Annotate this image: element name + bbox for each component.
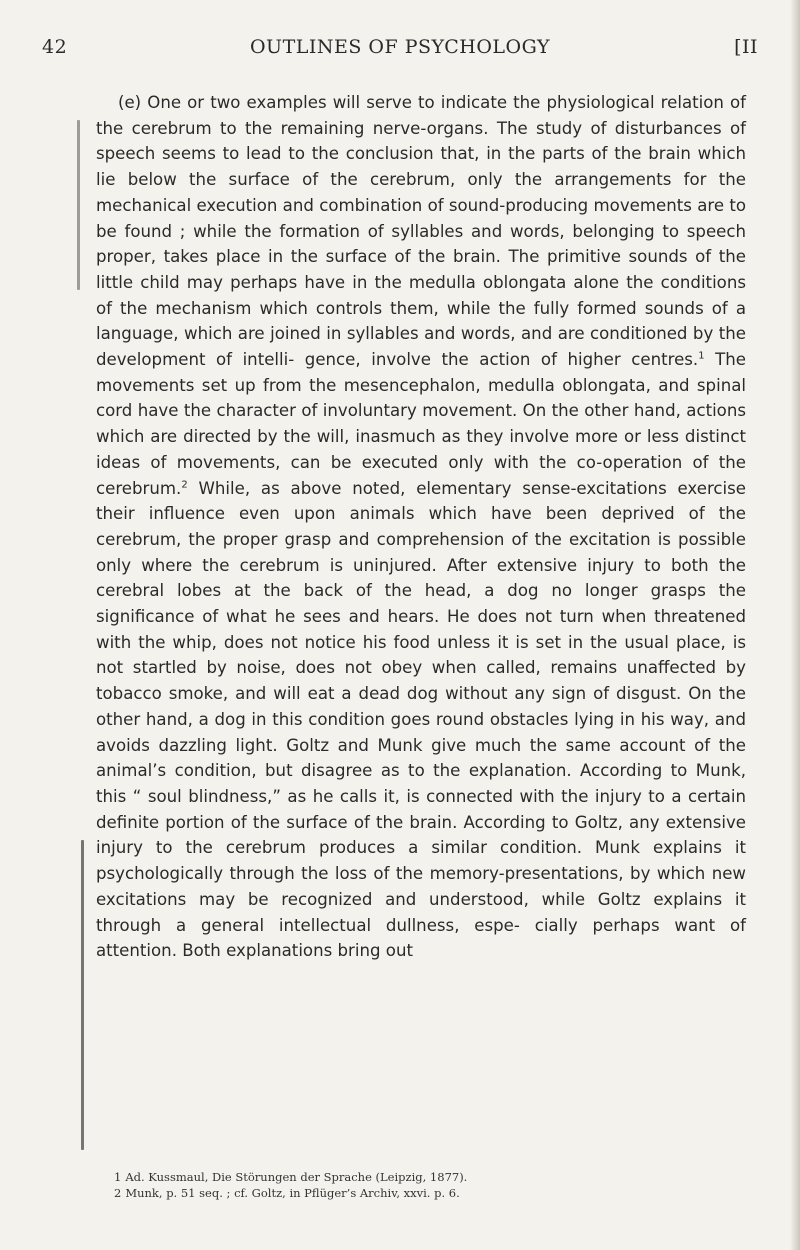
- footnote-ref-1: 1: [698, 350, 705, 362]
- footnote-number: 2: [114, 1186, 122, 1200]
- paragraph-text-part1: (e) One or two examples will serve to indicate the physiological relation of the cerebrum to the remaining nerve-organs. The study of disturbances of speech seems to lead to the conclusion that, in the parts of the brain which lie below the surface of the cerebrum, only the arrangements for the mechanical execution and combination of sound-producing movements are to be found ; while the formation of syllables and words, belonging to speech proper, takes place in the surface of the brain. The primitive sounds of the little child may perhaps have in the medulla oblongata alone the conditions of the mechanism which controls them, while the fully formed sounds of a language, which are joined in syllables and words, and are conditioned by the development of intelli- gence, involve the action of higher centres.: [96, 93, 746, 370]
- page-edge-shadow: [790, 0, 800, 1250]
- paragraph: [96, 90, 746, 964]
- page-number: 42: [42, 36, 68, 58]
- margin-rule-upper: [77, 120, 80, 290]
- running-header: [42, 36, 758, 68]
- footnotes: [96, 1169, 746, 1201]
- paragraph-text-part2: The movements set up from the mesencephalon, medulla oblongata, and spinal cord have the character of involuntary movement. On the other hand, actions which are directed by the will, inasmuch as they involve more or less distinct ideas of movements, can be executed only with the co-operation of the cerebrum.: [96, 350, 746, 498]
- margin-rule-lower: [81, 840, 84, 1150]
- chapter-marker: [II: [734, 36, 758, 58]
- footnote-text: Ad. Kussmaul, Die Störungen der Sprache (Leipzig, 1877).: [125, 1170, 468, 1184]
- footnote-ref-2: 2: [181, 479, 188, 491]
- footnote-number: 1: [114, 1170, 122, 1184]
- running-title: OUTLINES OF PSYCHOLOGY: [249, 36, 550, 58]
- footnote-2: [96, 1185, 746, 1201]
- paragraph-text-part3: While, as above noted, elementary sense-excitations exercise their influence even upon animals which have been deprived of the cerebrum, the proper grasp and comprehension of the excitation is possible only where the cerebrum is uninjured. After extensive injury to both the cerebral lobes at the back of the head, a dog no longer grasps the significance of what he sees and hears. He does not turn when threatened with the whip, does not notice his food unless it is set in the usual place, is not startled by noise, does not obey when called, remains unaffected by tobacco smoke, and will eat a dead dog without any sign of disgust. On the other hand, a dog in this condition goes round obstacles lying in his way, and avoids dazzling light. Goltz and Munk give much the same account of the animal’s condition, but disagree as to the explanation. According to Munk, this “ soul blindness,” as he calls it, is connected with the injury to a certain definite portion of the surface of the brain. According to Goltz, any extensive injury to the cerebrum produces a similar condition. Munk explains it psychologically through the loss of the memory-presentations, by which new excitations may be recognized and understood, while Goltz explains it through a general intellectual dullness, espe- cially perhaps want of attention. Both explanations bring out: [96, 478, 746, 961]
- footnote-text: Munk, p. 51 seq. ; cf. Goltz, in Pflüger’s Archiv, xxvi. p. 6.: [125, 1186, 460, 1200]
- footnote-1: [96, 1169, 746, 1185]
- body-text: [96, 90, 746, 964]
